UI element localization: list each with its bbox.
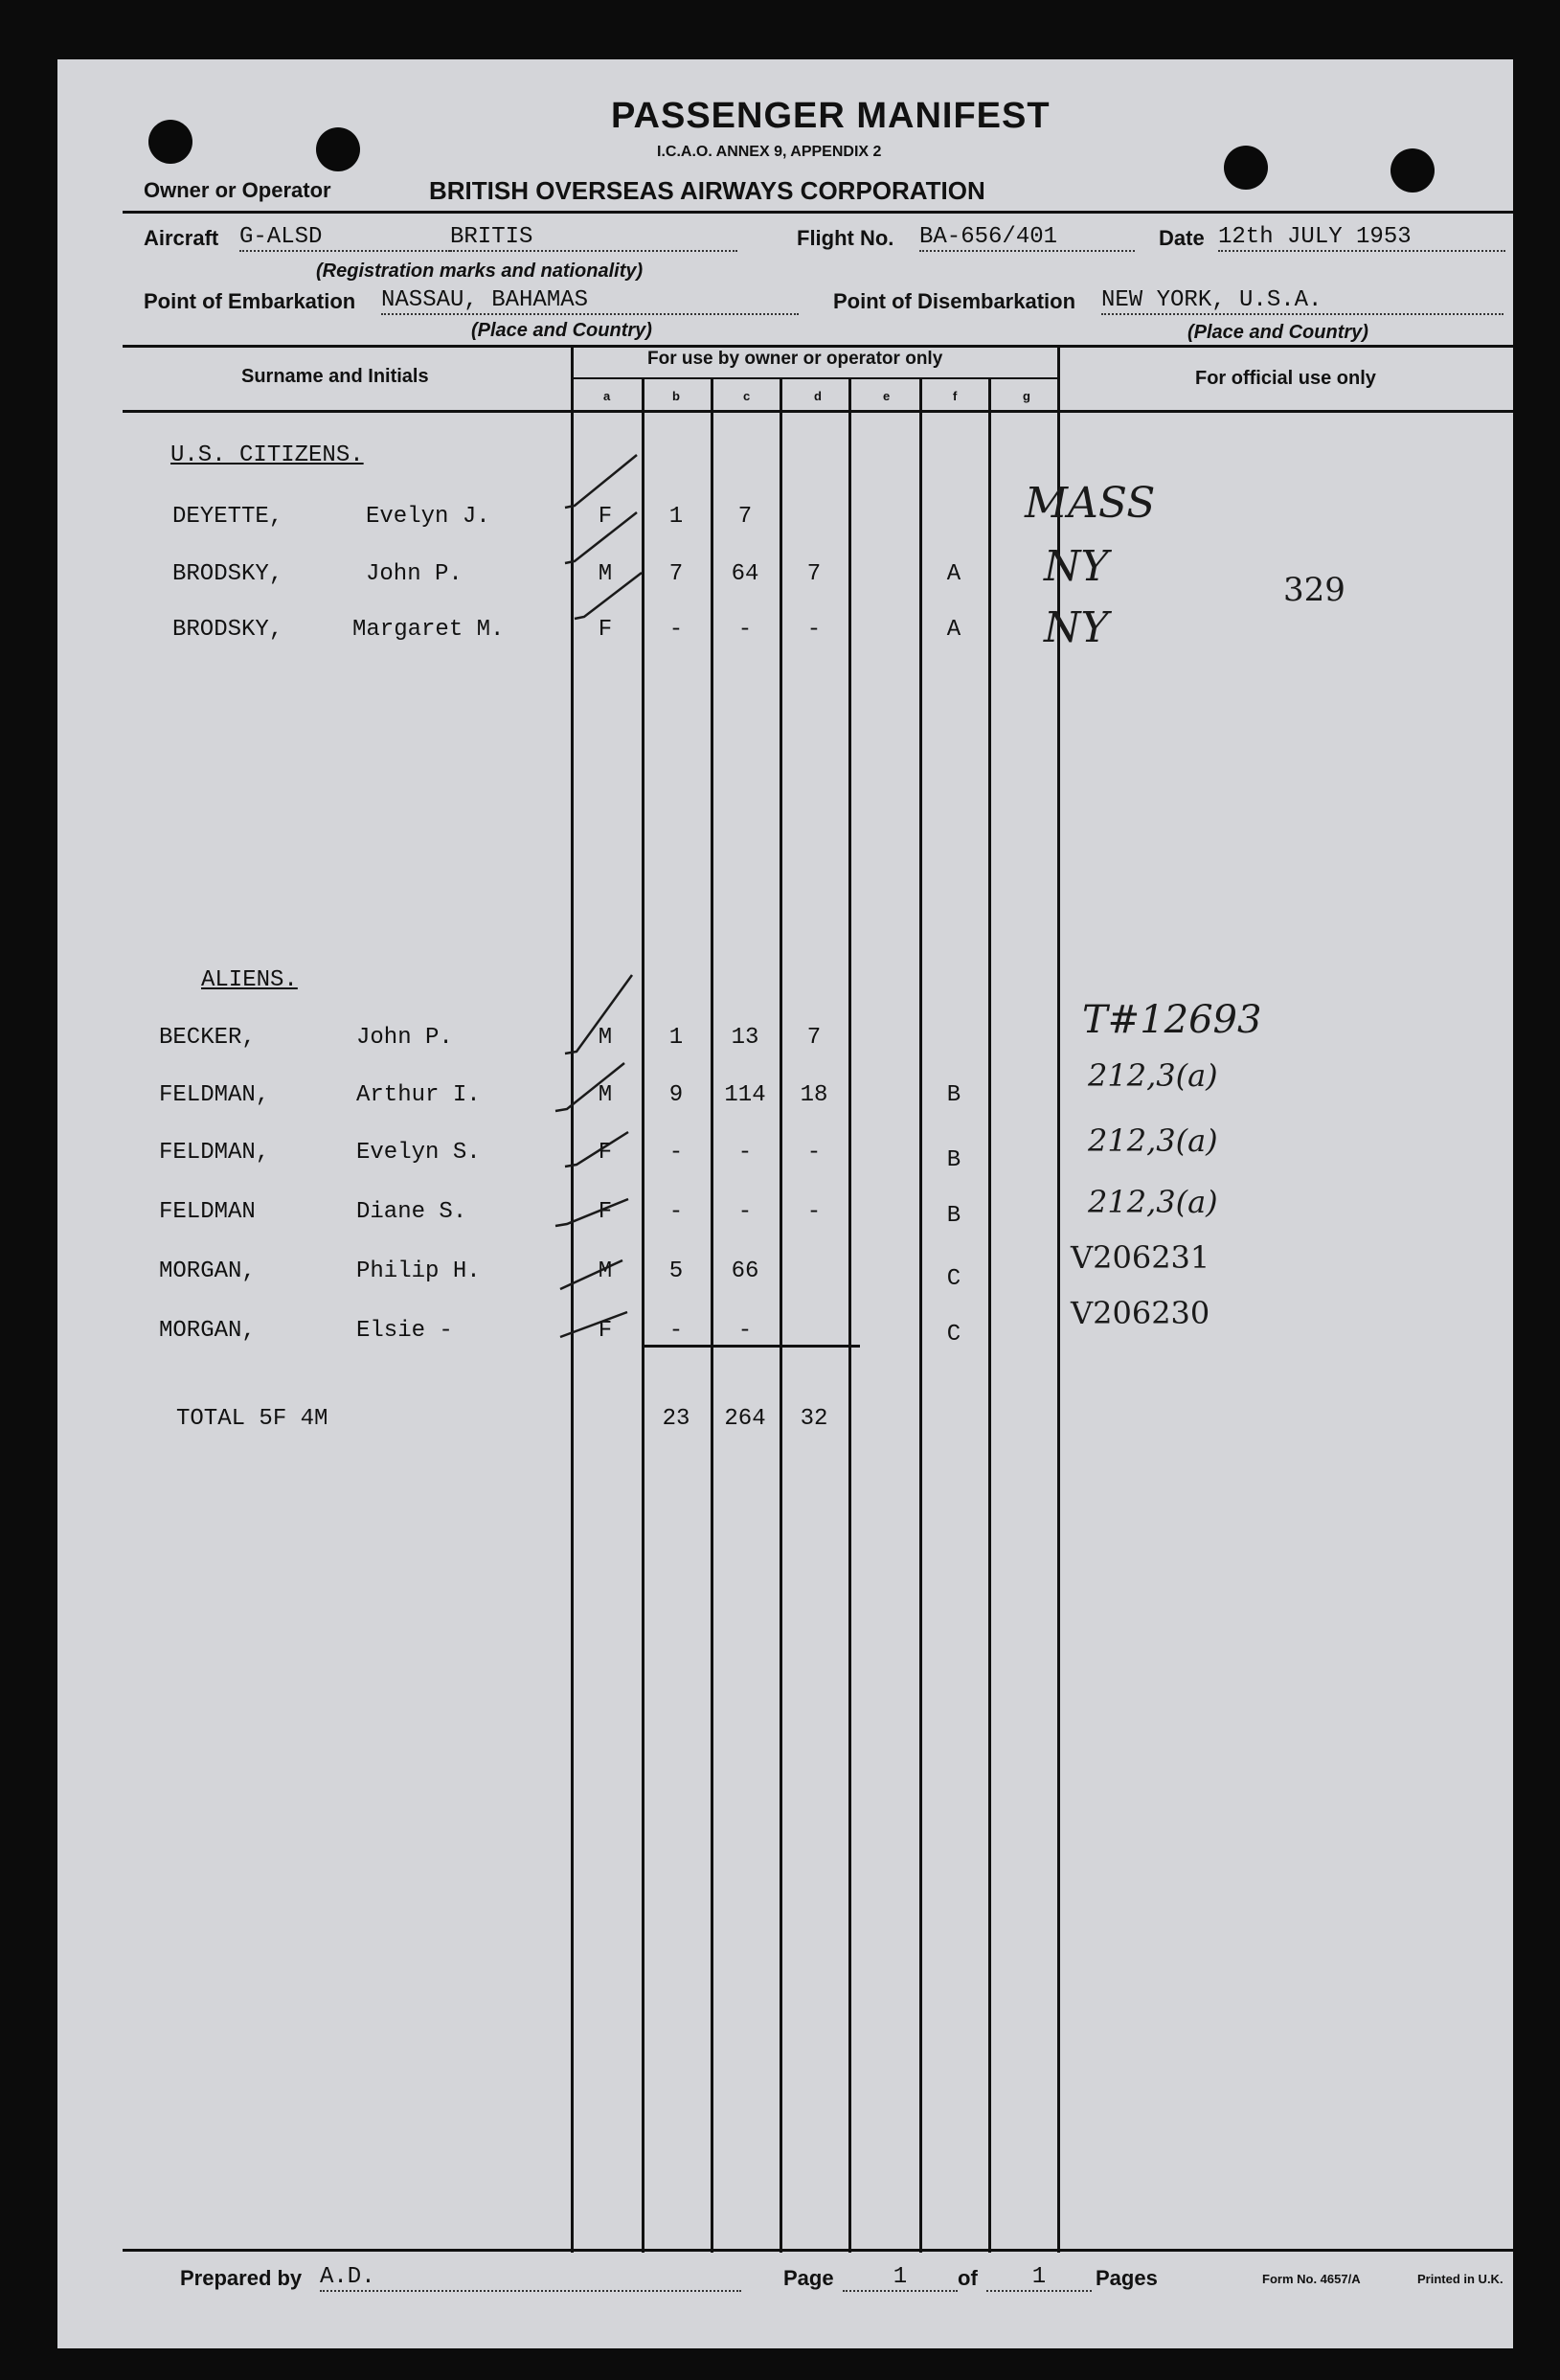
alien-row-3-c: -	[737, 1140, 753, 1166]
us-row-1-b: 1	[668, 504, 684, 530]
us-row-3-official: NY	[1044, 603, 1109, 652]
us-row-2-f: A	[946, 561, 961, 587]
alien-row-3-b: -	[668, 1140, 684, 1166]
aircraft-value: G-ALSD	[239, 224, 450, 252]
subcol-a-header: a	[603, 389, 611, 403]
us-row-2-a: M	[598, 561, 613, 587]
us-row-3-surname: BRODSKY,	[172, 617, 283, 643]
alien-row-6-c: -	[737, 1318, 753, 1344]
column-line	[848, 377, 851, 2253]
manifest-subtitle: I.C.A.O. ANNEX 9, APPENDIX 2	[657, 144, 882, 160]
us-row-3-given: Margaret M.	[352, 617, 505, 643]
subcol-e-header: e	[883, 389, 891, 403]
alien-row-5-official: V206231	[1071, 1239, 1210, 1276]
date-value: 12th JULY 1953	[1218, 224, 1505, 252]
alien-row-6-surname: MORGAN,	[159, 1318, 256, 1344]
alien-row-6-a: F	[598, 1318, 613, 1344]
us-row-1-official: MASS	[1025, 479, 1156, 528]
alien-row-4-a: F	[598, 1199, 613, 1225]
alien-row-3-d: -	[806, 1140, 822, 1166]
disembarkation-place-note: (Place and Country)	[1187, 322, 1368, 343]
us-row-2-d: 7	[806, 561, 822, 587]
alien-row-4-b: -	[668, 1199, 684, 1225]
us-row-1-c: 7	[737, 504, 753, 530]
alien-row-2-a: M	[598, 1082, 613, 1108]
punch-hole	[1224, 146, 1268, 190]
page-label: Page	[783, 2266, 834, 2290]
us-row-2-surname: BRODSKY,	[172, 561, 283, 587]
alien-row-1-b: 1	[668, 1025, 684, 1051]
alien-row-6-official: V206230	[1071, 1295, 1210, 1331]
alien-row-5-b: 5	[668, 1258, 684, 1284]
alien-row-6-f: C	[946, 1322, 961, 1348]
alien-row-5-f: C	[946, 1266, 961, 1292]
alien-row-5-a: M	[598, 1258, 613, 1284]
alien-row-2-official: 212,3(a)	[1088, 1057, 1218, 1094]
embarkation-label: Point of Embarkation	[144, 289, 356, 313]
column-line	[919, 377, 922, 2253]
alien-row-5-c: 66	[731, 1258, 759, 1284]
alien-row-6-given: Elsie -	[356, 1318, 453, 1344]
alien-row-2-c: 114	[724, 1082, 766, 1108]
alien-row-5-surname: MORGAN,	[159, 1258, 256, 1284]
prepared-label: Prepared by	[180, 2266, 303, 2290]
totals-rule	[644, 1345, 860, 1348]
us-row-2-c: 64	[731, 561, 759, 587]
punch-hole	[316, 127, 360, 171]
totals-d: 32	[800, 1406, 828, 1432]
check-marks	[536, 450, 690, 680]
registration-note: (Registration marks and nationality)	[316, 261, 644, 282]
owner-value: BRITISH OVERSEAS AIRWAYS CORPORATION	[429, 176, 985, 205]
aliens-heading: ALIENS.	[201, 967, 298, 993]
us-row-1-given: Evelyn J.	[366, 504, 490, 530]
alien-row-3-f: B	[946, 1147, 961, 1173]
check-marks	[536, 967, 690, 1350]
table-header-bottom-rule	[123, 410, 1513, 413]
us-row-3-b: -	[668, 617, 684, 643]
flight-label: Flight No.	[797, 226, 894, 250]
disembarkation-label: Point of Disembarkation	[833, 289, 1076, 313]
alien-row-3-given: Evelyn S.	[356, 1140, 481, 1166]
subcol-c-header: c	[743, 389, 751, 403]
us-row-3-a: F	[598, 617, 613, 643]
alien-row-4-official: 212,3(a)	[1088, 1184, 1218, 1220]
alien-row-2-f: B	[946, 1082, 961, 1108]
of-value: 1	[986, 2264, 1092, 2292]
pages-label: Pages	[1096, 2266, 1158, 2290]
us-row-2-official: NY	[1044, 542, 1109, 591]
us-row-2-given: John P.	[366, 561, 463, 587]
surname-column-header: Surname and Initials	[241, 366, 429, 387]
alien-row-4-d: -	[806, 1199, 822, 1225]
alien-row-2-given: Arthur I.	[356, 1082, 481, 1108]
subcol-d-header: d	[814, 389, 822, 403]
subcol-g-header: g	[1023, 389, 1030, 403]
column-line	[711, 377, 713, 2253]
page-value: 1	[843, 2264, 958, 2292]
punch-hole	[148, 120, 192, 164]
column-line	[780, 377, 782, 2253]
embarkation-value: NASSAU, BAHAMAS	[381, 287, 799, 315]
us-row-2-b: 7	[668, 561, 684, 587]
alien-row-4-f: B	[946, 1203, 961, 1229]
us-row-3-f: A	[946, 617, 961, 643]
aircraft-label: Aircraft	[144, 226, 219, 250]
alien-row-3-surname: FELDMAN,	[159, 1140, 270, 1166]
totals-label: TOTAL 5F 4M	[176, 1406, 328, 1432]
alien-row-1-c: 13	[731, 1025, 759, 1051]
aircraft-field	[239, 224, 766, 252]
us-row-3-d: -	[806, 617, 822, 643]
us-row-1-a: F	[598, 504, 613, 530]
totals-c: 264	[724, 1406, 766, 1432]
printed-in: Printed in U.K.	[1417, 2272, 1503, 2286]
alien-row-1-official: T#12693	[1082, 998, 1262, 1042]
us-citizens-heading: U.S. CITIZENS.	[170, 442, 364, 468]
date-label: Date	[1159, 226, 1205, 250]
alien-row-4-surname: FELDMAN	[159, 1199, 256, 1225]
official-use-header: For official use only	[1195, 368, 1376, 389]
alien-row-1-d: 7	[806, 1025, 822, 1051]
owner-use-header: For use by owner or operator only	[647, 349, 943, 369]
form-number: Form No. 4657/A	[1262, 2272, 1361, 2286]
manifest-title: PASSENGER MANIFEST	[611, 96, 1051, 136]
embarkation-place-note: (Place and Country)	[471, 320, 652, 341]
alien-row-6-b: -	[668, 1318, 684, 1344]
us-row-3-c: -	[737, 617, 753, 643]
alien-row-2-b: 9	[668, 1082, 684, 1108]
flight-value: BA-656/401	[919, 224, 1135, 252]
aircraft-nationality: BRITIS	[450, 224, 737, 252]
alien-row-3-a: F	[598, 1140, 613, 1166]
alien-row-2-surname: FELDMAN,	[159, 1082, 270, 1108]
column-line	[988, 377, 991, 2253]
table-top-rule	[123, 345, 1513, 348]
totals-b: 23	[662, 1406, 690, 1432]
alien-row-5-given: Philip H.	[356, 1258, 481, 1284]
footer-rule	[123, 2249, 1513, 2252]
subcol-rule	[573, 377, 1057, 379]
punch-hole	[1390, 148, 1435, 193]
owner-label: Owner or Operator	[144, 178, 331, 202]
alien-row-2-d: 18	[800, 1082, 828, 1108]
alien-row-1-given: John P.	[356, 1025, 453, 1051]
header-rule	[123, 211, 1513, 214]
prepared-value: A.D.	[320, 2264, 741, 2292]
us-row-1-surname: DEYETTE,	[172, 504, 283, 530]
subcol-b-header: b	[672, 389, 680, 403]
alien-row-1-surname: BECKER,	[159, 1025, 256, 1051]
alien-row-4-c: -	[737, 1199, 753, 1225]
subcol-f-header: f	[953, 389, 958, 403]
of-label: of	[958, 2266, 978, 2290]
alien-row-3-official: 212,3(a)	[1088, 1122, 1218, 1159]
side-number: 329	[1283, 571, 1345, 609]
disembarkation-value: NEW YORK, U.S.A.	[1101, 287, 1503, 315]
alien-row-4-given: Diane S.	[356, 1199, 467, 1225]
alien-row-1-a: M	[598, 1025, 613, 1051]
